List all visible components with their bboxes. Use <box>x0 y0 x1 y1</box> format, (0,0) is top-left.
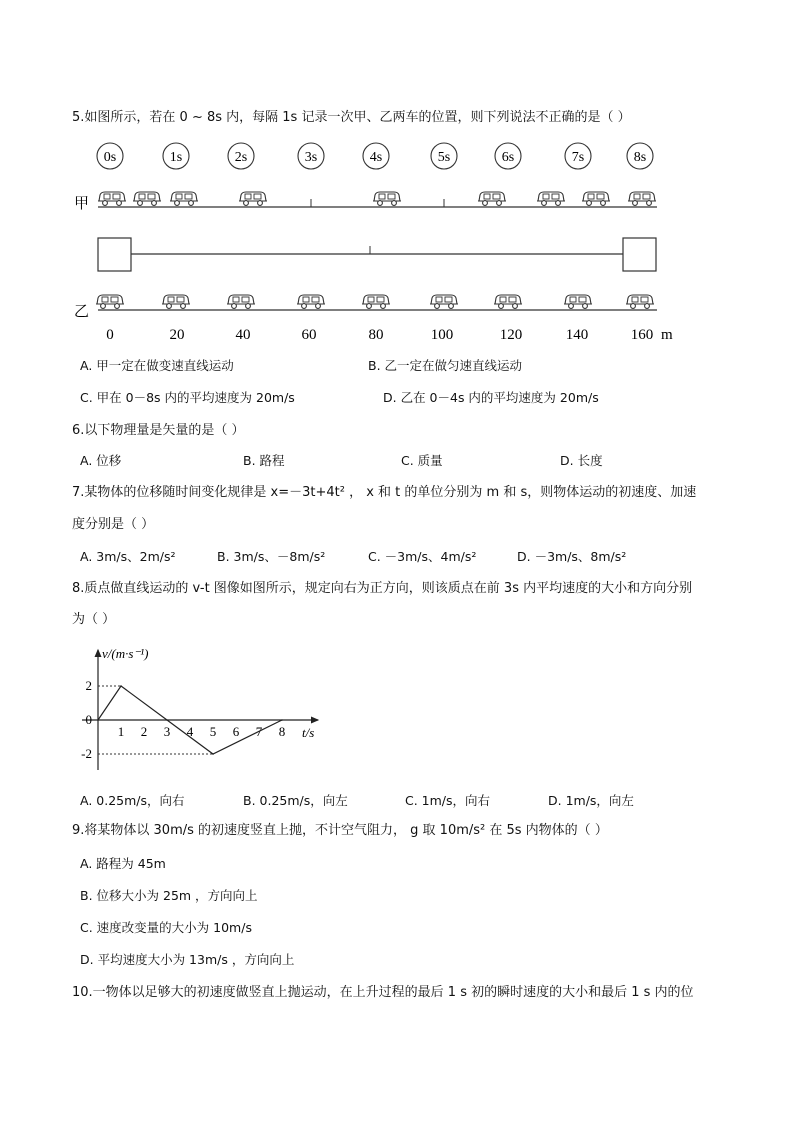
scale-box-left <box>98 238 131 271</box>
q8-stem-line2: 为（ ） <box>72 612 116 627</box>
vt-x-tick-label: 3 <box>163 724 171 739</box>
time-label: 2s <box>234 150 248 165</box>
car-jia-icon <box>582 192 610 205</box>
q5-option-b[interactable]: B. 乙一定在做匀速直线运动 <box>368 358 523 373</box>
distance-label: 140 <box>565 327 589 343</box>
q5-stem: 5.如图所示，若在 0 ~ 8s 内，每隔 1s 记录一次甲、乙两车的位置，则下列说法不正确的是（ ） <box>72 110 631 125</box>
time-label: 1s <box>169 150 183 165</box>
vt-chart <box>78 642 338 777</box>
time-label: 8s <box>633 150 647 165</box>
car-yi-icon <box>96 295 124 308</box>
row-label-jia: 甲 <box>74 194 90 212</box>
q8-option-c[interactable]: C. 1m/s，向右 <box>405 793 491 808</box>
vt-x-tick-label: 2 <box>140 724 148 739</box>
q5-option-c[interactable]: C. 甲在 0－8s 内的平均速度为 20m/s <box>80 390 295 405</box>
distance-label: 60 <box>301 327 317 343</box>
q7-stem-line2: 度分别是（ ） <box>72 517 155 532</box>
car-jia-icon <box>239 192 267 205</box>
vt-y-tick-label: 0 <box>85 712 92 727</box>
distance-label: 0 <box>106 327 114 343</box>
q8-option-b[interactable]: B. 0.25m/s，向左 <box>243 793 348 808</box>
q7-option-d[interactable]: D. －3m/s、8m/s² <box>517 549 627 564</box>
q6-option-a[interactable]: A. 位移 <box>80 453 122 468</box>
car-yi-icon <box>626 295 654 308</box>
q5-option-a[interactable]: A. 甲一定在做变速直线运动 <box>80 358 234 373</box>
car-yi-icon <box>227 295 255 308</box>
vt-data-point <box>120 685 122 687</box>
q9-option-b[interactable]: B. 位移大小为 25m ，方向向上 <box>80 888 258 903</box>
time-label: 0s <box>103 150 117 165</box>
time-label: 3s <box>304 150 318 165</box>
car-yi-icon <box>494 295 522 308</box>
time-marker-2 <box>228 143 254 169</box>
distance-label: 120 <box>499 327 523 343</box>
vt-data-point <box>97 719 99 721</box>
car-yi-icon <box>362 295 390 308</box>
vt-data-point <box>212 753 214 755</box>
car-yi-icon <box>297 295 325 308</box>
car-jia-icon <box>478 192 506 205</box>
time-marker-3 <box>298 143 324 169</box>
q9-stem: 9.将某物体以 30m/s 的初速度竖直上抛，不计空气阻力， g 取 10m/s² 在 5s 内物体的（ ） <box>72 823 608 838</box>
car-yi-icon <box>430 295 458 308</box>
q8-option-d[interactable]: D. 1m/s，向左 <box>548 793 634 808</box>
time-marker-7 <box>565 143 591 169</box>
distance-label: 40 <box>235 327 251 343</box>
row-label-yi: 乙 <box>74 302 90 320</box>
q6-stem: 6.以下物理量是矢量的是（ ） <box>72 423 245 438</box>
q9-option-d[interactable]: D. 平均速度大小为 13m/s ，方向向上 <box>80 952 295 967</box>
car-jia-icon <box>537 192 565 205</box>
vt-x-tick-label: 6 <box>232 724 240 739</box>
q8-stem-line1: 8.质点做直线运动的 v-t 图像如图所示，规定向右为正方向，则该质点在前 3s 内平均速度的大小和方向分别 <box>72 581 693 596</box>
q6-option-d[interactable]: D. 长度 <box>560 453 603 468</box>
q8-option-a[interactable]: A. 0.25m/s，向右 <box>80 793 185 808</box>
vt-data-point <box>166 719 168 721</box>
time-label: 7s <box>571 150 585 165</box>
car-jia-icon <box>628 192 656 205</box>
car-jia-icon <box>170 192 198 205</box>
vt-y-tick-label: 2 <box>85 678 92 693</box>
time-marker-6 <box>495 143 521 169</box>
q7-option-b[interactable]: B. 3m/s、－8m/s² <box>217 549 326 564</box>
time-marker-0 <box>97 143 123 169</box>
vt-data-point <box>281 719 283 721</box>
car-yi-icon <box>162 295 190 308</box>
q7-stem-line1: 7.某物体的位移随时间变化规律是 x=－3t+4t² ， x 和 t 的单位分别为 m 和 s，则物体运动的初速度、加速 <box>72 485 697 500</box>
vt-y-tick-label: -2 <box>81 746 92 761</box>
q6-option-c[interactable]: C. 质量 <box>401 453 443 468</box>
time-marker-8 <box>627 143 653 169</box>
vt-x-tick-label: 5 <box>209 724 217 739</box>
q10-stem: 10.一物体以足够大的初速度做竖直上抛运动，在上升过程的最后 1 s 初的瞬时速度的大小和最后 1 s 内的位 <box>72 985 694 1000</box>
distance-label: 160 <box>630 327 654 343</box>
vt-x-tick-label: 8 <box>278 724 286 739</box>
vt-xlabel: t/s <box>302 725 315 740</box>
vt-x-tick-label: 4 <box>186 724 194 739</box>
time-marker-1 <box>163 143 189 169</box>
q9-option-a[interactable]: A. 路程为 45m <box>80 856 166 871</box>
q6-option-b[interactable]: B. 路程 <box>243 453 285 468</box>
q7-option-a[interactable]: A. 3m/s、2m/s² <box>80 549 176 564</box>
scale-box-right <box>623 238 656 271</box>
time-label: 4s <box>369 150 383 165</box>
distance-unit: m <box>661 327 673 343</box>
vt-x-tick-label: 7 <box>255 724 263 739</box>
vt-ylabel: v/(m·s⁻¹) <box>102 646 149 661</box>
car-jia-icon <box>373 192 401 205</box>
vt-x-tick-label: 1 <box>117 724 125 739</box>
q9-option-c[interactable]: C. 速度改变量的大小为 10m/s <box>80 920 252 935</box>
time-marker-4 <box>363 143 389 169</box>
time-label: 5s <box>437 150 451 165</box>
q5-option-d[interactable]: D. 乙在 0－4s 内的平均速度为 20m/s <box>383 390 599 405</box>
distance-label: 100 <box>430 327 454 343</box>
distance-label: 80 <box>368 327 384 343</box>
car-jia-icon <box>133 192 161 205</box>
q7-option-c[interactable]: C. －3m/s、4m/s² <box>368 549 477 564</box>
distance-label: 20 <box>169 327 185 343</box>
time-marker-5 <box>431 143 457 169</box>
car-yi-icon <box>564 295 592 308</box>
car-jia-icon <box>98 192 126 205</box>
time-label: 6s <box>501 150 515 165</box>
